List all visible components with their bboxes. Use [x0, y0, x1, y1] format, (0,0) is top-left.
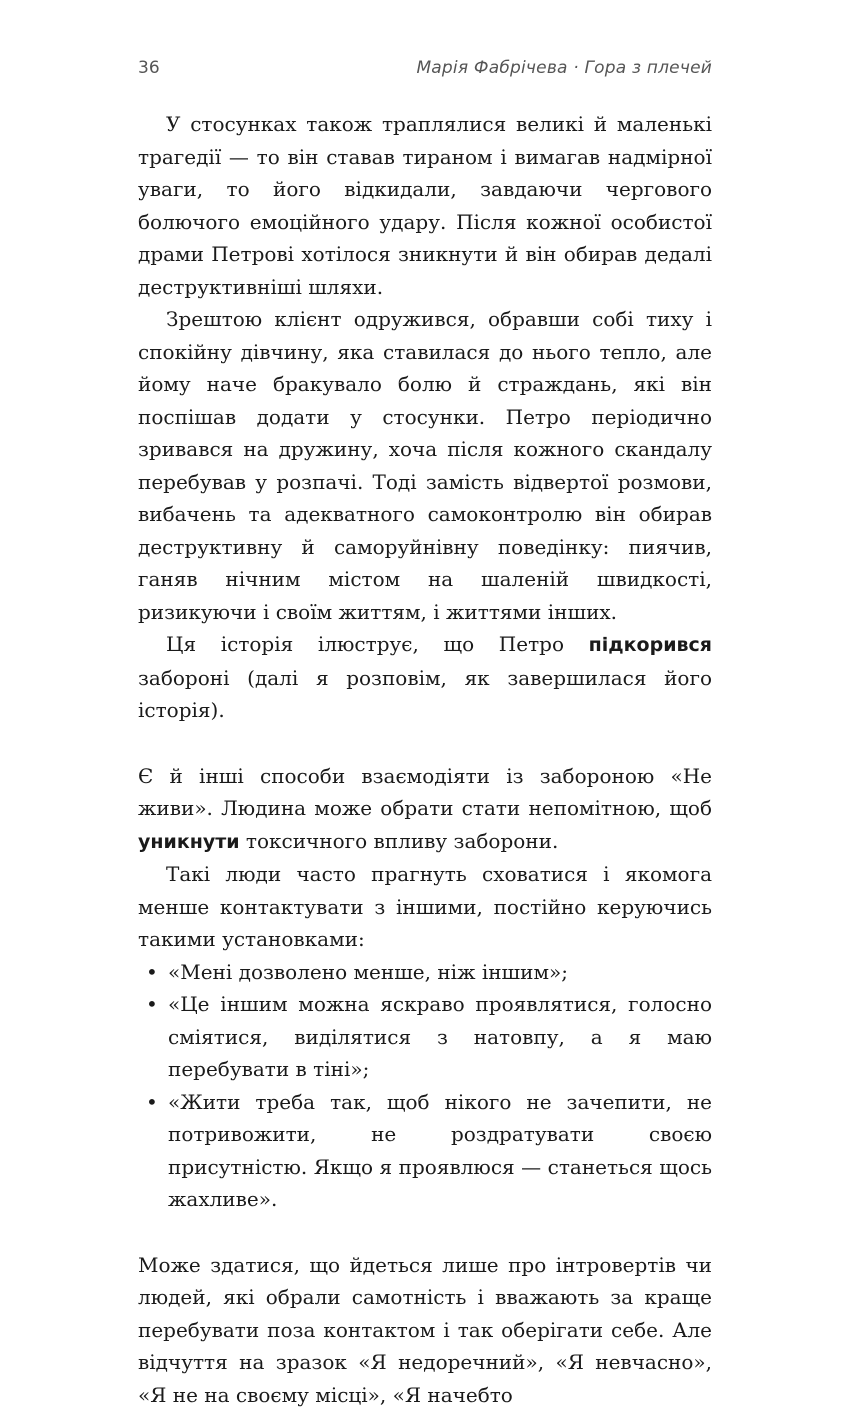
bullet-list: [138, 956, 712, 1216]
running-title: Марія Фабрічева · Гора з плечей: [416, 58, 712, 78]
section-gap: [138, 1216, 712, 1249]
paragraph: У стосунках також траплялися великі й маленькі трагедії — то він ставав тираном і вимагав надмірної уваги, то його відкидали, завдаючи чергового болючого емоційного удару. Після кожної особистої драми Петрові хотілося зникнути й він обирав дедалі деструктивніші шляхи.: [138, 108, 712, 303]
paragraph: [138, 628, 712, 727]
page-number: 36: [138, 58, 160, 78]
bullet-icon: •: [146, 988, 158, 1021]
section-gap: [138, 727, 712, 760]
paragraph-text: Ця історія ілюструє, що Петро: [166, 632, 589, 656]
paragraph-text: забороні (далі я розповім, як завершилася його історія).: [138, 666, 712, 723]
bullet-icon: •: [146, 956, 158, 989]
paragraph: Такі люди часто прагнуть сховатися і якомога менше контактувати з іншими, постійно керуючись такими установками:: [138, 858, 712, 956]
bullet-icon: •: [146, 1086, 158, 1119]
list-item: [138, 988, 712, 1086]
paragraph-text: Є й інші способи взаємодіяти із забороною «Не живи». Людина може обрати стати непомітною, щоб: [138, 764, 712, 821]
page-header: [138, 58, 712, 88]
body-text: [138, 108, 712, 1411]
list-item: [138, 1086, 712, 1216]
list-item-text: «Мені дозволено менше, ніж іншим»;: [168, 960, 568, 984]
paragraph: Може здатися, що йдеться лише про інтровертів чи людей, які обрали самотність і вважають за краще перебувати поза контактом і так оберігати себе. Але відчуття на зразок «Я недоречний», «Я невчасно», «Я не на своєму місці», «Я начебто: [138, 1249, 712, 1411]
paragraph: Зрештою клієнт одружився, обравши собі тиху і спокійну дівчину, яка ставилася до нього тепло, але йому наче бракувало болю й страждань, які він поспішав додати у стосунки. Петро періодично зривався на дружину, хоча після кожного скандалу перебував у розпачі. Тоді замість відвертої розмови, вибачень та адекватного самоконтролю він обирав деструктивну й саморуйнівну поведінку: пиячив, ганяв нічним містом на шаленій швидкості, ризикуючи і своїм життям, і життями інших.: [138, 303, 712, 628]
paragraph: [138, 760, 712, 859]
paragraph-text: токсичного впливу заборони.: [240, 829, 559, 853]
emphasis-word: уникнути: [138, 831, 240, 853]
list-item-text: «Це іншим можна яскраво проявлятися, голосно сміятися, виділятися з натовпу, а я маю перебувати в тіні»;: [168, 992, 712, 1081]
list-item: [138, 956, 712, 989]
list-item-text: «Жити треба так, щоб нікого не зачепити, не потривожити, не роздратувати своєю присутністю. Якщо я проявлюся — станеться щось жахливе».: [168, 1090, 712, 1212]
emphasis-word: підкорився: [589, 634, 712, 656]
